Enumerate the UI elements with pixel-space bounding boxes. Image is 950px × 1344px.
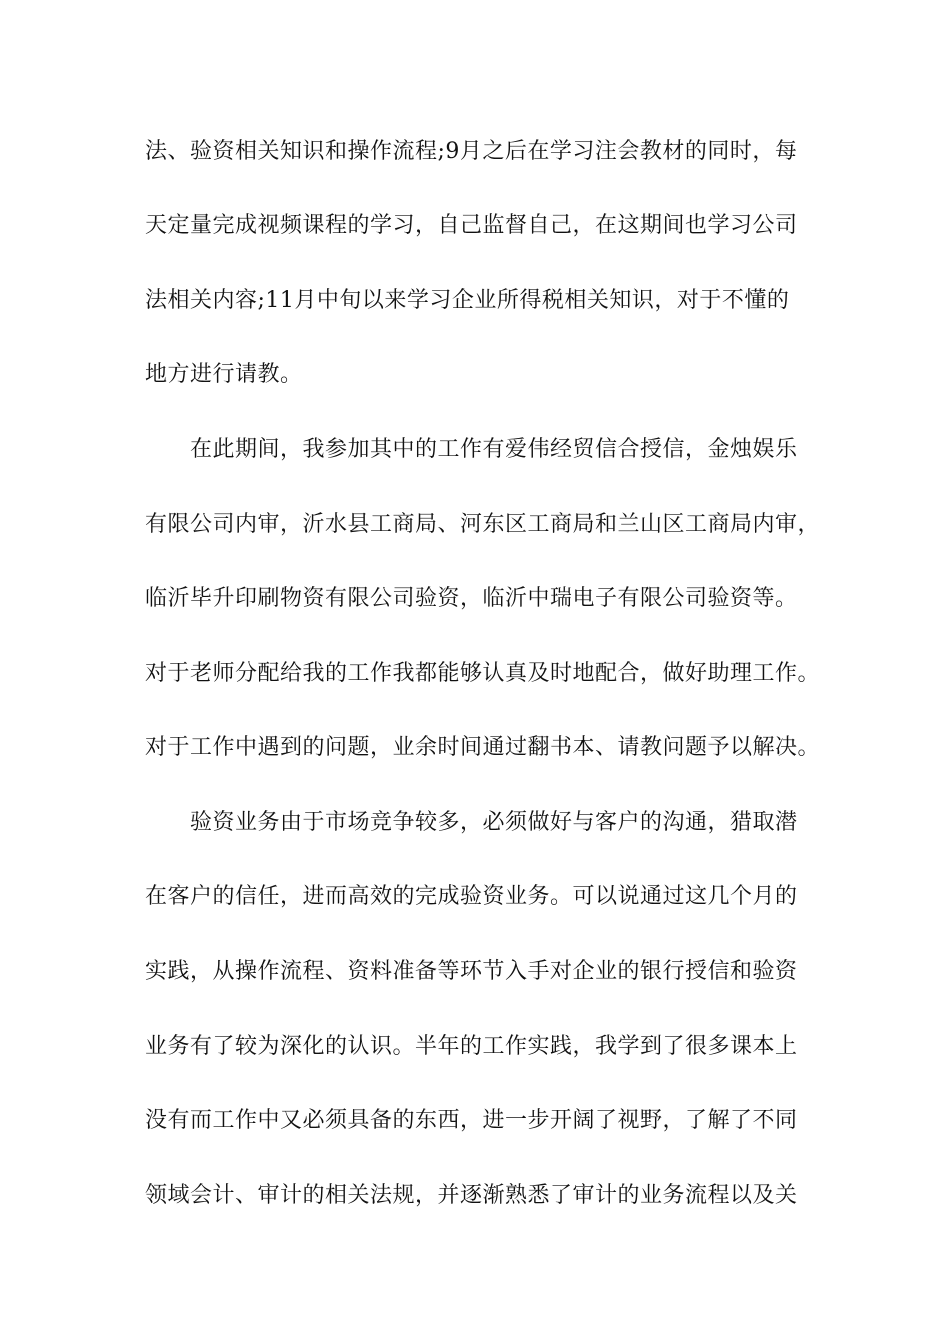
text-line: 有限公司内审，沂水县工商局、河东区工商局和兰山区工商局内审， xyxy=(145,512,821,537)
paragraph-first-line: 在此期间，我参加其中的工作有爱伟经贸信合授信，金烛娱乐 xyxy=(190,437,798,462)
text-line: 对于老师分配给我的工作我都能够认真及时地配合，做好助理工作。 xyxy=(145,661,821,686)
text-line: 领域会计、审计的相关法规，并逐渐熟悉了审计的业务流程以及关 xyxy=(145,1183,798,1208)
text-line: 实践，从操作流程、资料准备等环节入手对企业的银行授信和验资 xyxy=(145,959,798,984)
paragraph-first-line: 验资业务由于市场竞争较多，必须做好与客户的沟通，猎取潜 xyxy=(190,810,798,835)
text-line: 业务有了较为深化的认识。半年的工作实践，我学到了很多课本上 xyxy=(145,1034,798,1059)
text-line: 法相关内容;11月中旬以来学习企业所得税相关知识，对于不懂的 xyxy=(145,288,790,313)
text-line: 天定量完成视频课程的学习，自己监督自己，在这期间也学习公司 xyxy=(145,213,798,238)
text-line: 法、验资相关知识和操作流程;9月之后在学习注会教材的同时，每 xyxy=(145,139,798,164)
text-line: 临沂毕升印刷物资有限公司验资，临沂中瑞电子有限公司验资等。 xyxy=(145,586,798,611)
text-line: 地方进行请教。 xyxy=(145,362,303,387)
text-line: 对于工作中遇到的问题，业余时间通过翻书本、请教问题予以解决。 xyxy=(145,735,821,760)
text-line: 在客户的信任，进而高效的完成验资业务。可以说通过这几个月的 xyxy=(145,884,798,909)
text-line: 没有而工作中又必须具备的东西，进一步开阔了视野，了解了不同 xyxy=(145,1108,798,1133)
